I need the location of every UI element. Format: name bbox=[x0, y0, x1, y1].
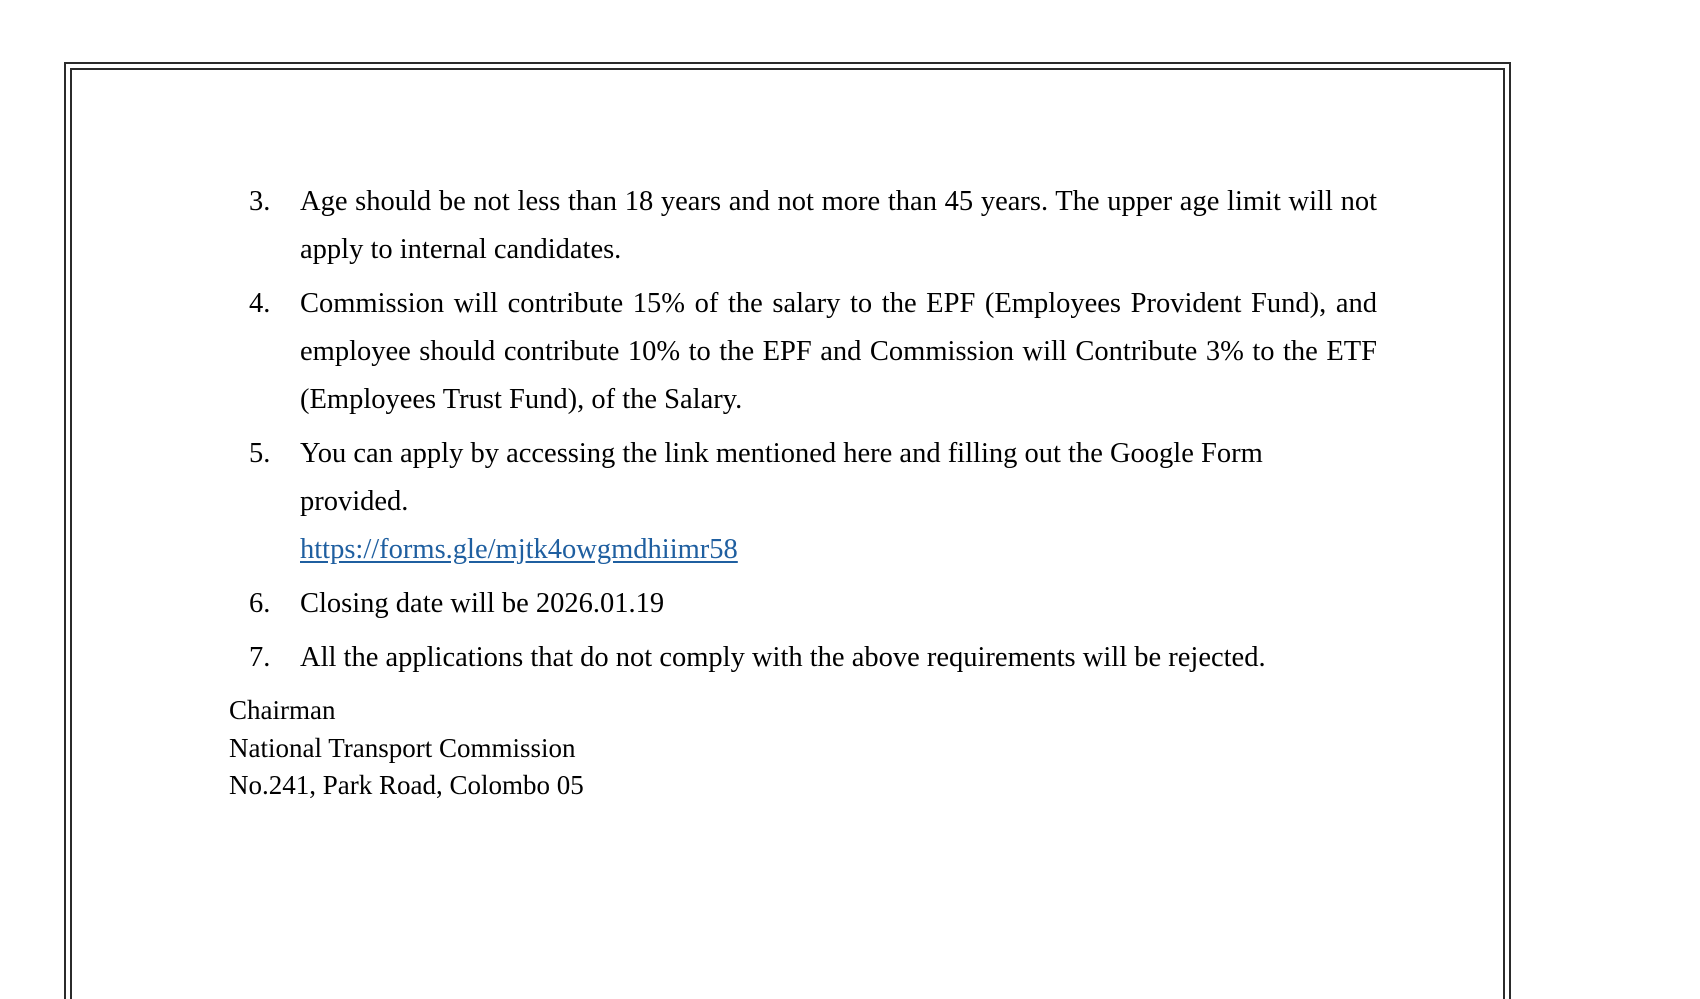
google-form-link-line bbox=[300, 526, 1377, 574]
clause-number-6: 6. bbox=[249, 588, 271, 619]
clause-item-6 bbox=[229, 580, 1377, 628]
clause-item-3 bbox=[229, 178, 1377, 274]
clause-number-4: 4. bbox=[249, 288, 271, 319]
clause-text-7: All the applications that do not comply with the above requirements will be rejected. bbox=[300, 642, 1266, 673]
clause-number-5: 5. bbox=[249, 438, 271, 469]
clause-item-4 bbox=[229, 280, 1377, 424]
signature-address: No.241, Park Road, Colombo 05 bbox=[229, 770, 584, 800]
signature-title: Chairman bbox=[229, 695, 336, 725]
google-form-link[interactable]: https://forms.gle/mjtk4owgmdhiimr58 bbox=[300, 534, 738, 565]
clause-text-3: Age should be not less than 18 years and not more than 45 years. The upper age limit will not apply to internal candidates. bbox=[300, 186, 1377, 265]
numbered-clause-list bbox=[229, 178, 1377, 682]
clause-number-7: 7. bbox=[249, 642, 271, 673]
clause-text-5: You can apply by accessing the link mentioned here and filling out the Google Form provided. bbox=[300, 438, 1263, 517]
document-body bbox=[229, 178, 1377, 688]
signature-block bbox=[229, 692, 584, 805]
signature-organization: National Transport Commission bbox=[229, 732, 576, 763]
clause-item-7 bbox=[229, 634, 1377, 682]
clause-number-3: 3. bbox=[249, 186, 271, 217]
clause-text-6: Closing date will be 2026.01.19 bbox=[300, 588, 665, 619]
clause-text-4: Commission will contribute 15% of the salary to the EPF (Employees Provident Fund), and employee should contribute 10% to the EPF and Commission will Contribute 3% to the ETF (Employees Trust Fund), of the Salary. bbox=[300, 288, 1377, 415]
clause-item-5 bbox=[229, 430, 1377, 574]
